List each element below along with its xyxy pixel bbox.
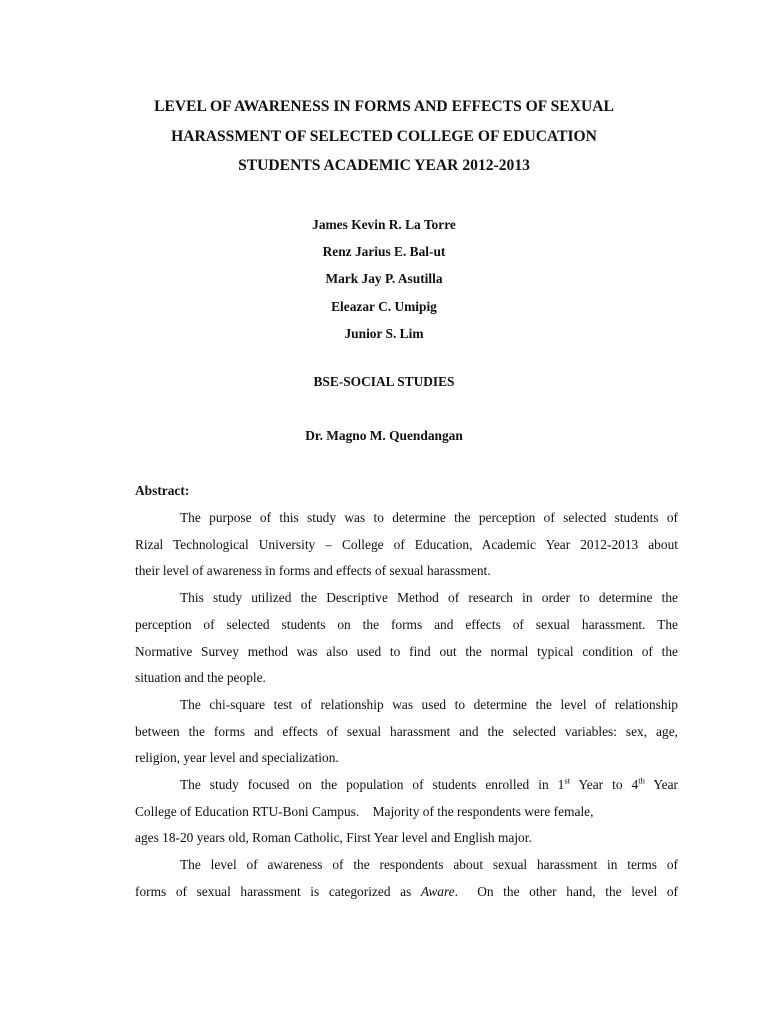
title-line: STUDENTS ACADEMIC YEAR 2012-2013 — [238, 157, 530, 174]
text-line: perception of selected students on the forms and effects of sexual harassment. The — [135, 616, 678, 632]
author-name: Junior S. Lim — [344, 325, 424, 341]
author-name: Eleazar C. Umipig — [331, 298, 437, 314]
abstract-paragraph — [135, 692, 678, 772]
text-line: ages 18-20 years old, Roman Catholic, First Year level and English major. — [135, 830, 532, 846]
text-line — [135, 879, 678, 906]
adviser-name: Dr. Magno M. Quendangan — [305, 428, 463, 443]
text-line: Rizal Technological University – College of Education, Academic Year 2012-2013 about — [135, 536, 678, 552]
text-run: . On the other hand, the level of — [454, 883, 678, 899]
author-name: Mark Jay P. Asutilla — [325, 271, 443, 287]
paper-title — [100, 92, 668, 181]
text-line: College of Education RTU-Boni Campus. Majority of the respondents were female, — [135, 803, 594, 819]
text-line: Normative Survey method was also used to find out the normal typical condition of the — [135, 643, 678, 659]
abstract-paragraph — [135, 772, 678, 852]
abstract-paragraph — [135, 585, 678, 692]
text-line: their level of awareness in forms and effects of sexual harassment. — [135, 563, 491, 579]
superscript: th — [638, 775, 645, 786]
author-name: James Kevin R. La Torre — [312, 217, 456, 232]
text-line — [135, 772, 678, 799]
text-line: situation and the people. — [135, 670, 266, 686]
abstract-paragraph — [135, 505, 678, 585]
text-run: Year to 4 — [569, 777, 639, 793]
text-line: This study utilized the Descriptive Method of research in order to determine the — [180, 590, 678, 606]
text-run: Year — [644, 777, 678, 793]
text-line: The level of awareness of the respondents about sexual harassment in terms of — [180, 857, 678, 873]
text-line: The purpose of this study was to determine the perception of selected students of — [180, 510, 678, 525]
text-run: The study focused on the population of students enrolled in 1 — [180, 777, 565, 793]
text-line: between the forms and effects of sexual harassment and the selected variables: sex, age, — [135, 723, 678, 739]
text-run: forms of sexual harassment is categorized as — [135, 883, 421, 899]
title-line: LEVEL OF AWARENESS IN FORMS AND EFFECTS OF SEXUAL — [154, 98, 614, 115]
italic-term: Aware — [420, 883, 455, 899]
abstract-body — [135, 505, 678, 906]
superscript: st — [564, 775, 570, 786]
text-line: The chi-square test of relationship was used to determine the level of relationship — [180, 696, 678, 712]
program-name: BSE-SOCIAL STUDIES — [313, 374, 455, 389]
abstract-heading: Abstract: — [135, 483, 190, 498]
author-list — [0, 211, 768, 347]
text-line: religion, year level and specialization. — [135, 750, 339, 766]
title-line: HARASSMENT OF SELECTED COLLEGE OF EDUCATION — [171, 127, 597, 145]
author-name: Renz Jarius E. Bal-ut — [322, 244, 446, 260]
abstract-paragraph — [135, 852, 678, 905]
